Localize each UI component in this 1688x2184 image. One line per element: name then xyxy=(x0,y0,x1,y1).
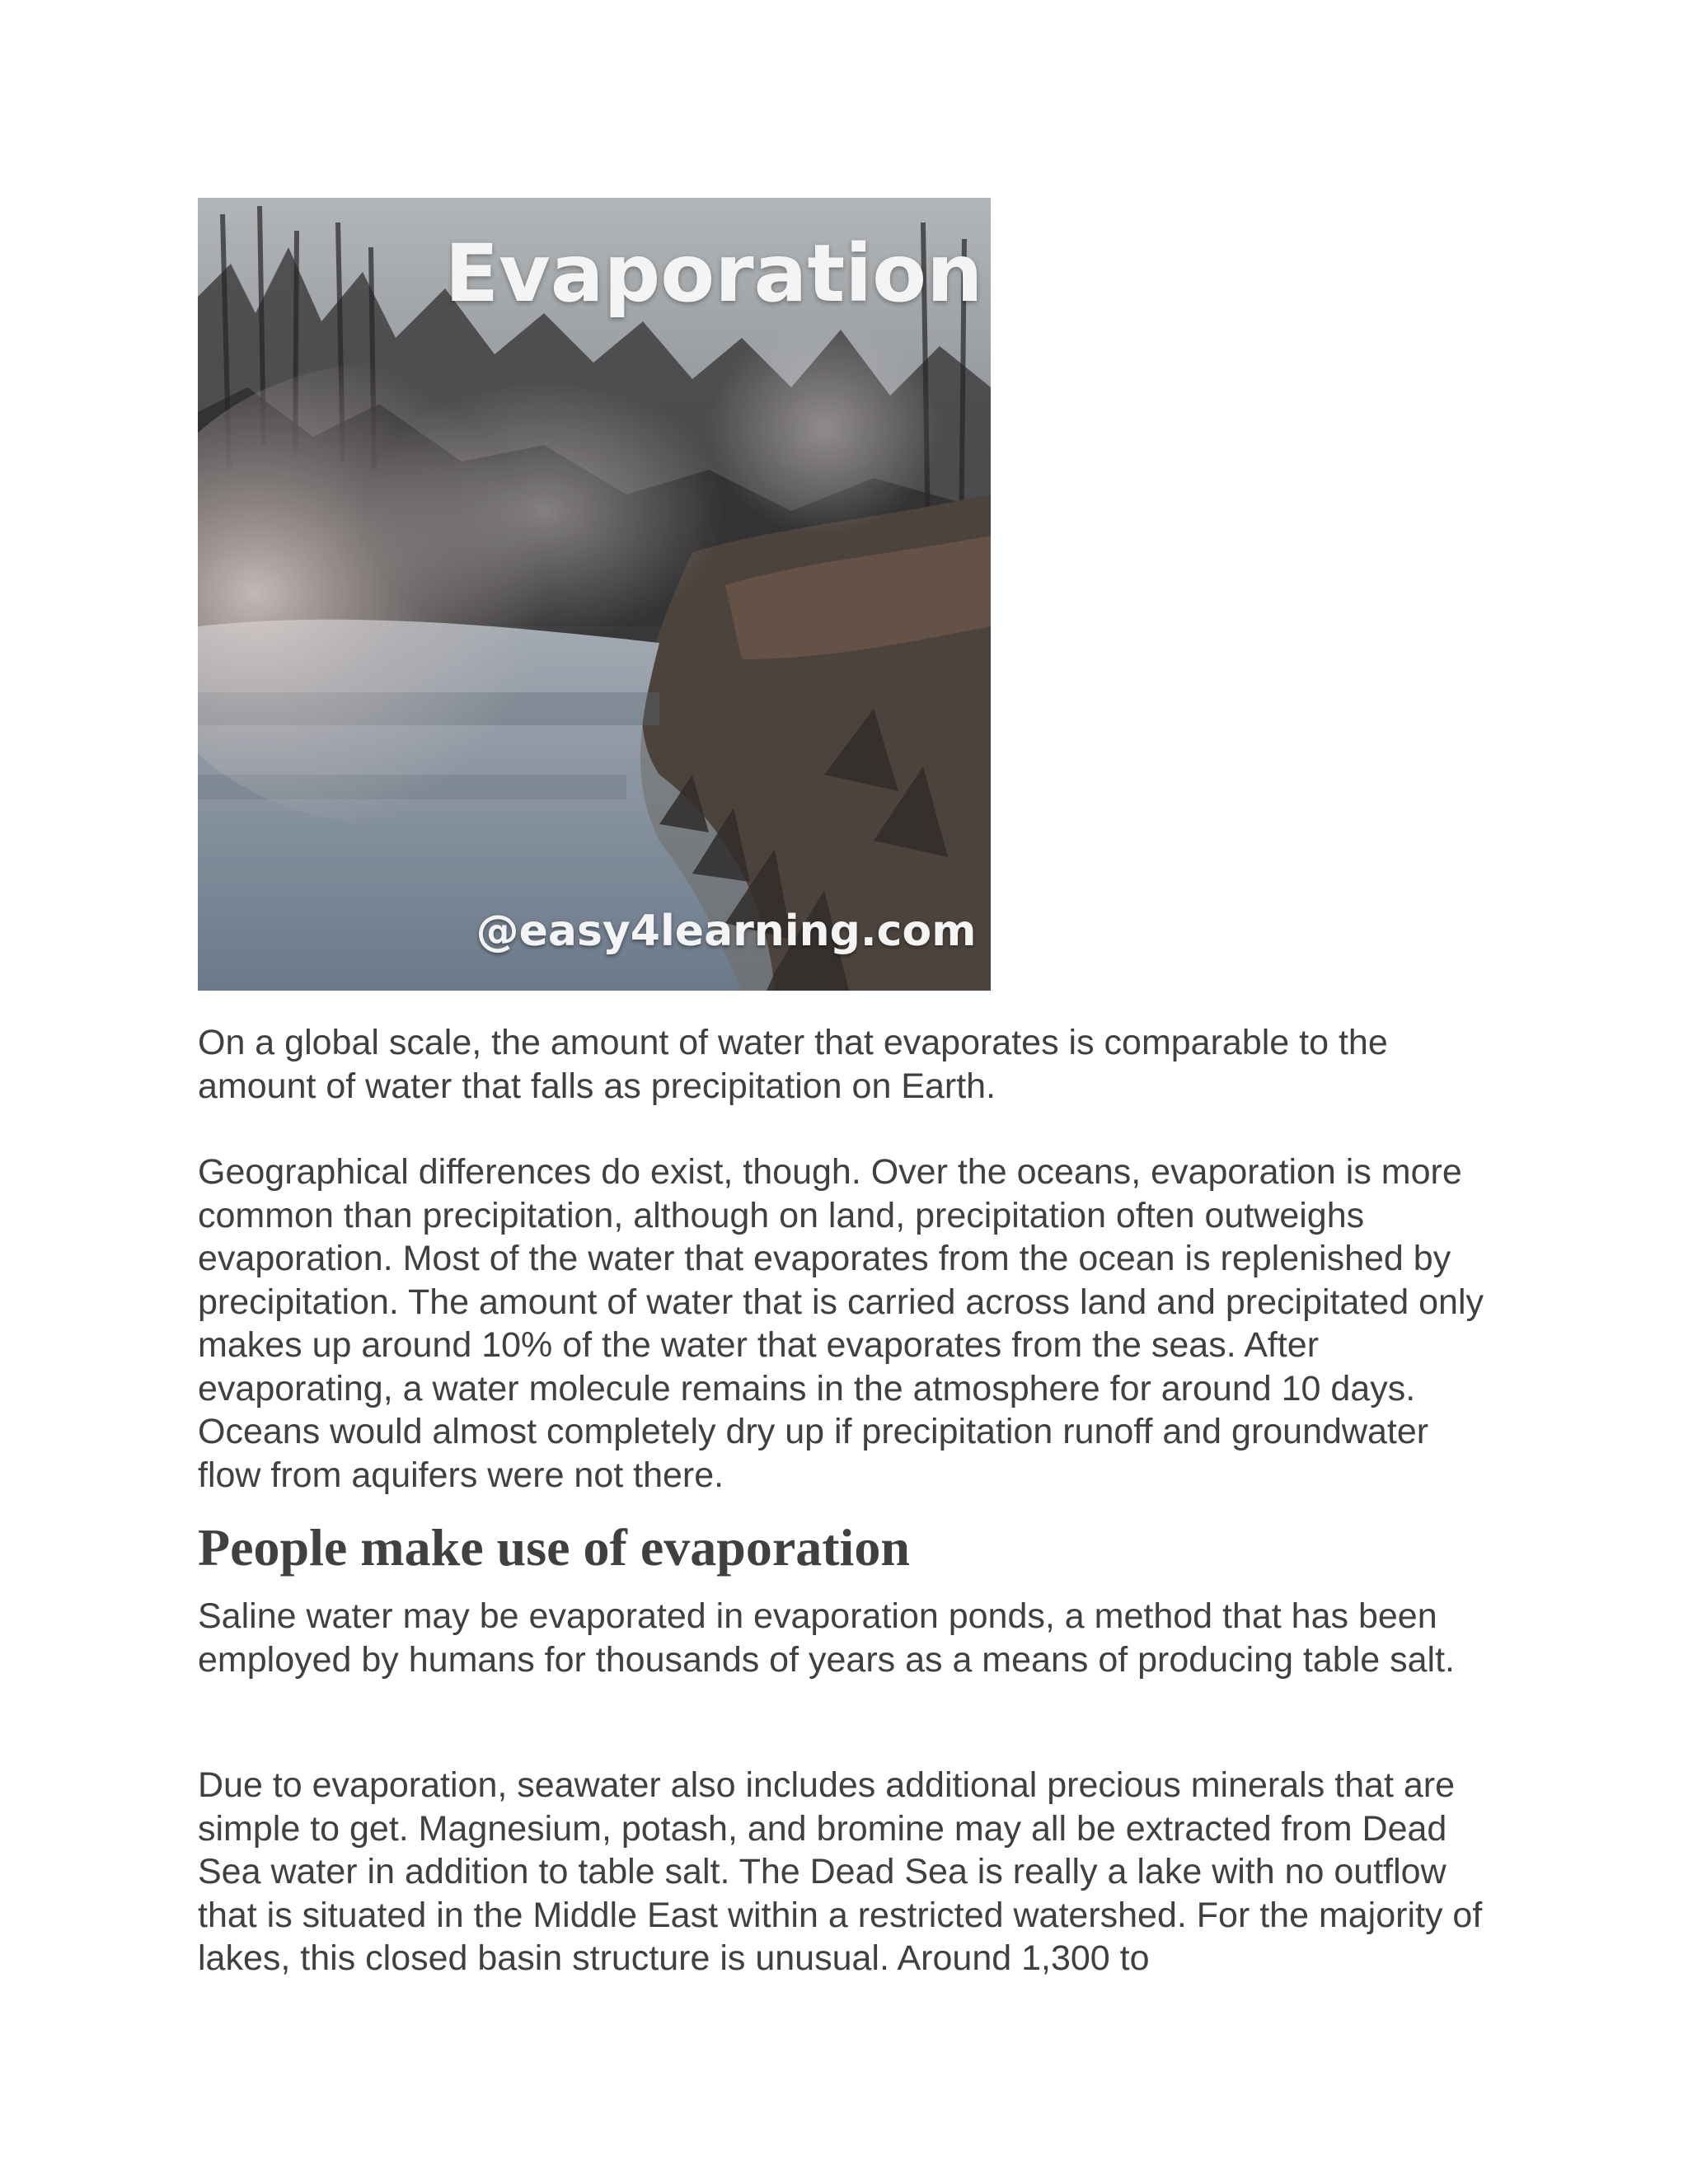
paragraph-saline-water: Saline water may be evaporated in evaporation ponds, a method that has been employed by humans for thousands of years as a means of producing table salt. xyxy=(198,1596,1455,1680)
image-title-overlay: Evaporation xyxy=(444,227,983,320)
evaporation-photo xyxy=(198,198,991,991)
paragraph-seawater-minerals: Due to evaporation, seawater also includes additional precious minerals that are simple to get. Magnesium, potash, and bromine may all be extracted from Dead Sea water in addition to table salt. The Dead Sea is really a lake with no outflow that is situated in the Middle East within a restricted watershed. For the majority of lakes, this closed basin structure is unusual. Around 1,300 to xyxy=(198,1765,1483,1978)
section-heading: People make use of evaporation xyxy=(198,1518,910,1577)
image-credit-watermark: @easy4learning.com xyxy=(476,907,977,956)
paragraph-geographical-differences: Geographical differences do exist, though. Over the oceans, evaporation is more common than precipitation, although on land, precipitation often outweighs evaporation. Most of the water that evaporates from the ocean is replenished by precipitation. The amount of water that is carried across land and precipitated only makes up around 10% of the water that evaporates from the seas. After evaporating, a water molecule remains in the atmosphere for around 10 days. Oceans would almost completely dry up if precipitation runoff and groundwater flow from aquifers were not there. xyxy=(198,1152,1484,1495)
paragraph-global-scale: On a global scale, the amount of water that evaporates is comparable to the amount of water that falls as precipitation on Earth. xyxy=(198,1023,1388,1106)
